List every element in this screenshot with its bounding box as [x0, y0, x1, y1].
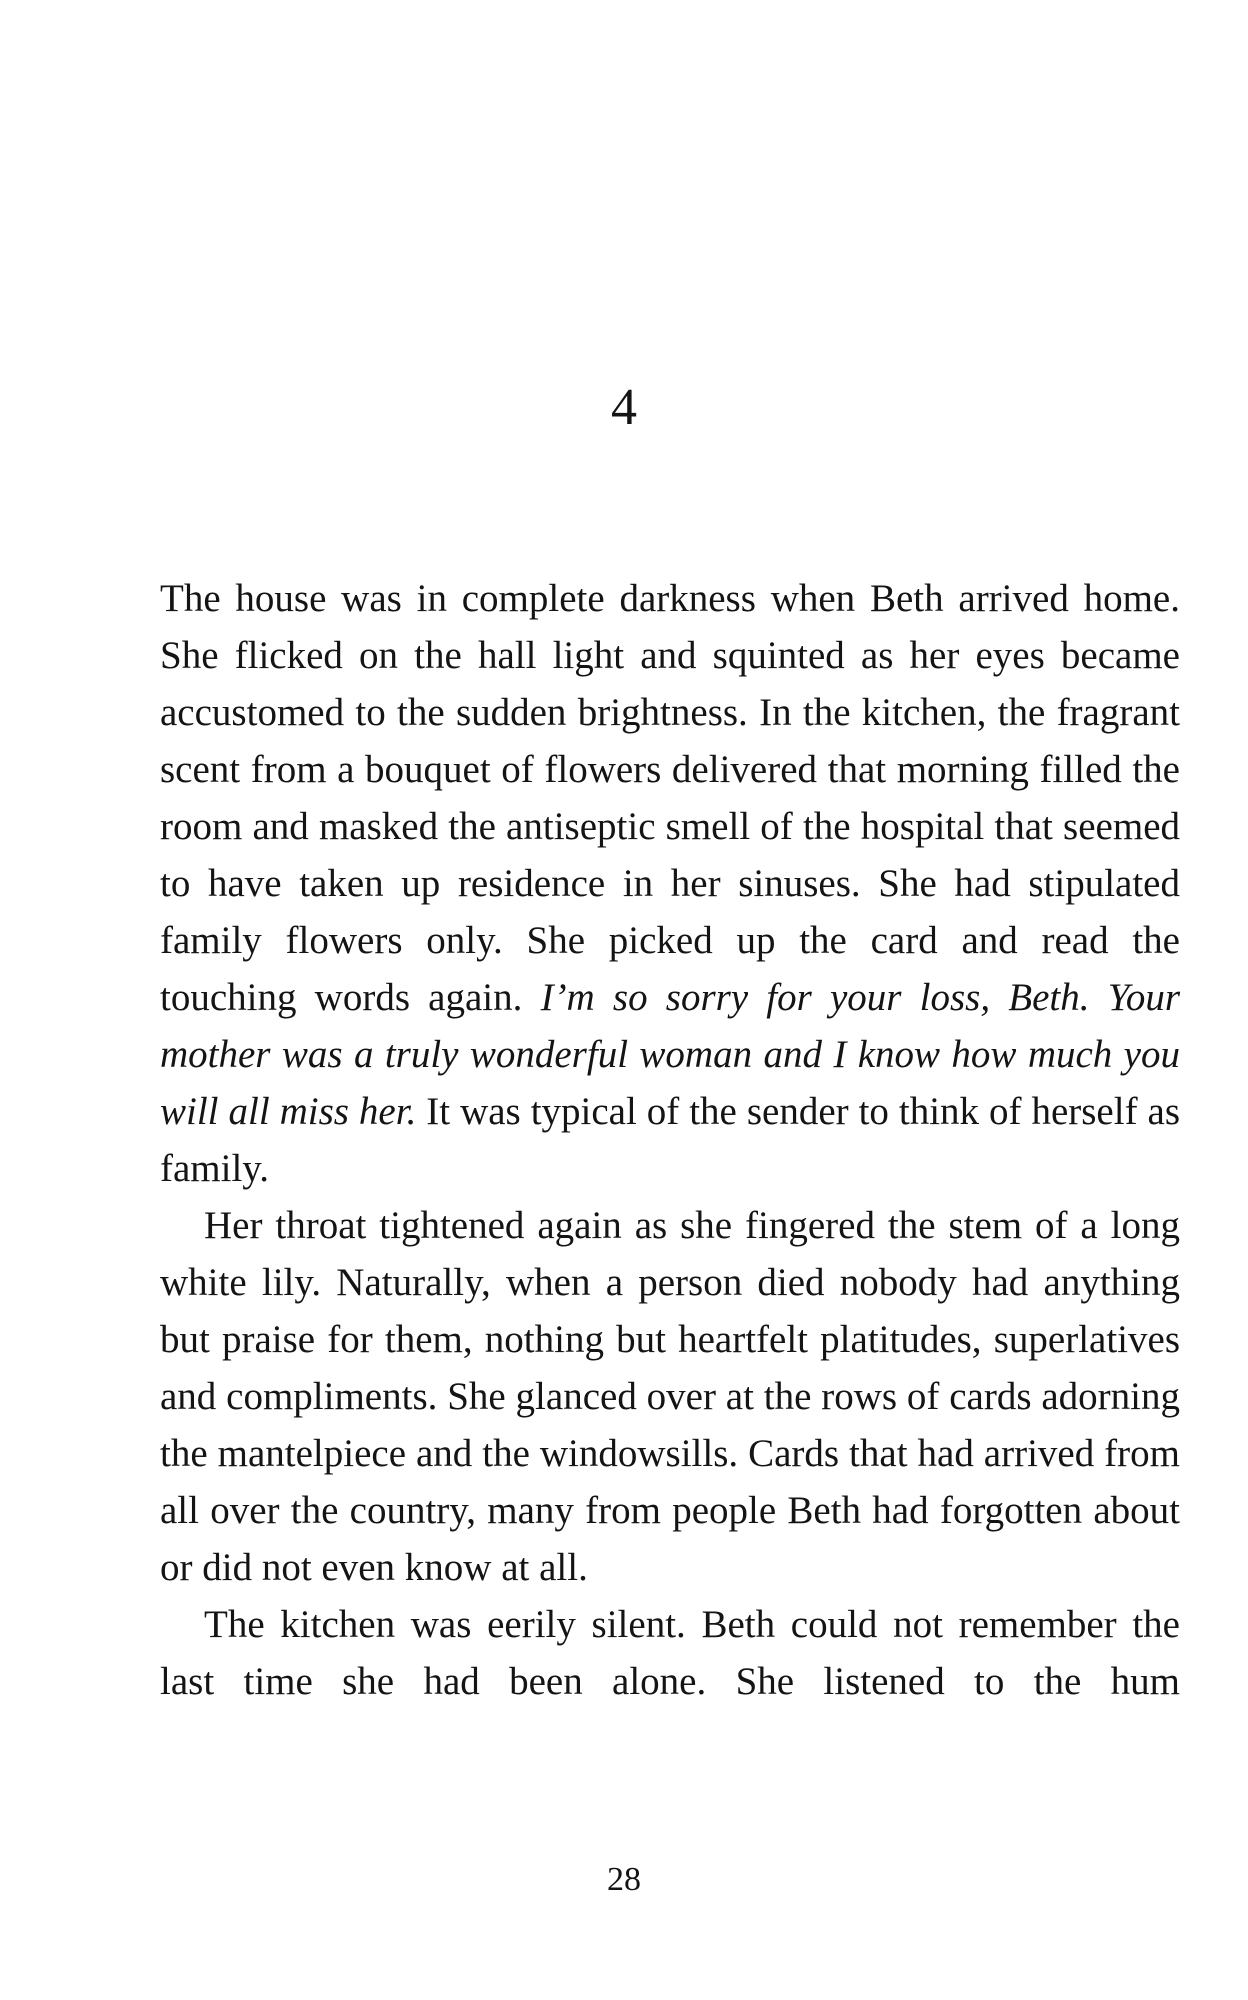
- body-text: [160, 570, 1180, 1710]
- paragraph-1-text-a: The house was in complete darkness when Beth arrived home. She flicked on the hall light and squinted as her eyes became accustomed to the sudden brightness. In the kitchen, the fragrant scent from a bouquet of flowers delivered that morning filled the room and masked the antiseptic smell of the hospital that seemed to have taken up residence in her sinuses. She had stipulated family flowers only. She picked up the card and read the touching words again.: [160, 577, 1180, 1019]
- paragraph-1: [160, 570, 1180, 1197]
- page-number: 28: [607, 1861, 641, 1898]
- chapter-number: 4: [611, 379, 637, 436]
- paragraph-3: The kitchen was eerily silent. Beth could not remember the last time she had been alone. She listened to the hum: [160, 1603, 1180, 1703]
- card-message-quote: I’m so sorry for your loss, Beth. Your mother was a truly wonderful woman and I know how much you will all miss her.: [160, 976, 1180, 1133]
- paragraph-2: Her throat tightened again as she fingered the stem of a long white lily. Naturally, when a person died nobody had anything but praise for them, nothing but heartfelt platitudes, superlatives and compliments. She glanced over at the rows of cards adorning the mantelpiece and the windowsills. Cards that had arrived from all over the country, many from people Beth had forgotten about or did not even know at all.: [160, 1204, 1180, 1589]
- paragraph-1-text-b: It was typical of the sender to think of herself as family.: [160, 1090, 1180, 1190]
